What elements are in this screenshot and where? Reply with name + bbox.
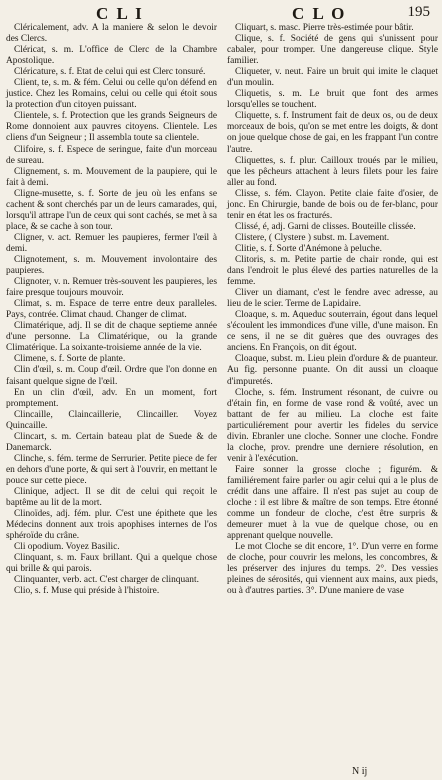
dictionary-entry: Clitoris, s. m. Petite partie de chair ronde, qui est dans l'endroit le plus élevé des parties naturelles de la femme. [227, 254, 438, 288]
dictionary-entry: Cléricat, s. m. L'office de Clerc de la Chambre Apostolique. [6, 45, 217, 67]
page-header [0, 4, 442, 22]
right-column [227, 23, 438, 597]
running-head-left: C L I [96, 4, 144, 23]
dictionary-entry: En un clin d'œil, adv. En un moment, fort promptement. [6, 387, 217, 409]
dictionary-entry: Clinche, s. fém. terme de Serrurier. Petite piece de fer en dehors d'une porte, & qui sert à l'ouvrir, en mettant le pouce sur cette piece. [6, 453, 218, 486]
dictionary-entry: Clignement, s. m. Mouvement de la paupiere, qui le fait à demi. [6, 166, 217, 188]
dictionary-entry: Le mot Cloche se dit encore, 1°. D'un verre en forme de cloche, pour couvrir les melons, les concombres, & les préserver des injures du temps. 2°. Des vessies pleines de sérosités, qui viennent aux mains, aux pieds, ou à d'autres parties. 3°. D'une maniere de vase [227, 542, 438, 597]
dictionary-entry: Clientele, s. f. Protection que les grands Seigneurs de Rome donnoient aux pauvres citoyens. Clientele. Les cliens d'un Seigneur ; Il assembla toute sa clientele. [6, 111, 217, 144]
dictionary-entry: Cliver un diamant, c'est le fendre avec adresse, au lieu de le scier. Terme de Lapidaire. [227, 288, 438, 310]
left-column [6, 23, 217, 597]
dictionary-entry: Clistere, ( Clystere ) subst. m. Lavement. [235, 232, 390, 243]
dictionary-entry: Faire sonner la grosse cloche ; figurém. & familiérement faire parler ou agir celui qui a le plus de crédit dans une affaire. Il n'est pas sujet au coup de cloche : il est libre & maître de son temps. Etre étonné comme un fondeur de cloche, c'est être surpris & demeurer muet à la vue de quelque chose, ou en apprenant quelque nouvelle. [227, 464, 438, 542]
dictionary-entry: Cligner, v. act. Remuer les paupieres, fermer l'œil à demi. [6, 232, 217, 254]
dictionary-entry: Cliqueter, v. neut. Faire un bruit qui imite le claquet d'un moulin. [227, 67, 438, 89]
dictionary-entry: Cligne-musette, s. f. Sorte de jeu où les enfans se cachent & sont cherchés par un de leurs camarades, qui, lorsqu'il attrape l'un de ceux qui sont cachés, se met à sa place, & se cache à son tour. [6, 188, 217, 232]
dictionary-entry: Clin d'œil, s. m. Coup d'œil. Ordre que l'on donne en faisant quelque signe de l'œil. [6, 365, 217, 387]
dictionary-entry: Clinique, adject. Il se dit de celui qui reçoit le baptême au lit de la mort. [6, 486, 217, 509]
dictionary-entry: Clincart, s. m. Certain bateau plat de Suede & de Danemarck. [6, 431, 217, 453]
dictionary-entry: Clissé, é, adj. Garni de clisses. Bouteille clissée. [235, 221, 416, 232]
dictionary-entry: Cliquetis, s. m. Le bruit que font des armes lorsqu'elles se touchent. [227, 89, 438, 111]
dictionary-entry: Client, te, s. m. & fém. Celui ou celle qu'on défend en justice. Chez les Romains, celui ou celle qui étoit sous la protection d'un citoyen puissant. [6, 78, 217, 111]
dictionary-entry: Clio, s. f. Muse qui préside à l'histoire. [14, 586, 160, 597]
dictionary-entry: Cloche, s. fém. Instrument résonant, de cuivre ou d'étain fin, en forme de vase rond & voûté, avec un battant de fer au milieu. La cloche est faite particuliérement pour avertir les fideles du service divin. Ebranler une cloche. Sonner une cloche. Fondre la cloche, prov. prendre une derniere résolution, en venir à l'exécution. [227, 387, 438, 464]
dictionary-entry: Cliquart, s. masc. Pierre très-estimée pour bâtir. [235, 23, 414, 33]
dictionary-entry: Clinquanter, verb. act. C'est charger de clinquant. [14, 575, 199, 586]
dictionary-entry: Cloaque, s. m. Aqueduc souterrain, égout dans lequel s'écoulent les immondices d'une ville, d'une maison. En ce sens, il ne se dit guères que des ouvrages des anciens. En François, on dit égout. [227, 310, 438, 354]
dictionary-entry: Climene, s. f. Sorte de plante. [14, 354, 126, 365]
dictionary-entry: Clifoire, s. f. Espece de seringue, faite d'un morceau de sureau. [6, 144, 217, 166]
dictionary-entry: Cliquette, s. f. Instrument fait de deux os, ou de deux morceaux de bois, qu'on se met entre les doigts, & dont on joue quelque chose de gai, en les frappant l'un contre l'autre. [227, 111, 438, 155]
dictionary-entry: Clitie, s. f. Sorte d'Anémone à peluche. [235, 243, 382, 254]
dictionary-entry: Cli opodium. Voyez Basilic. [14, 542, 120, 553]
dictionary-entry: Clique, s. f. Société de gens qui s'unissent pour cabaler, pour tromper. Une dangereuse clique. Style familier. [227, 34, 438, 67]
dictionary-entry: Clisse, s. fém. Clayon. Petite claie faite d'osier, de jonc. En Chirurgie, bande de bois ou de fer-blanc, pour tenir en état les os fracturés. [227, 188, 438, 221]
dictionary-entry: Clinoïdes, adj. fém. plur. C'est une épithete que les Médecins donnent aux trois apophises internes de l'os sphéroïde du crâne. [6, 509, 217, 542]
dictionary-entry: Cloaque, subst. m. Lieu plein d'ordure & de puanteur. Au fig. personne puante. On dit aussi un cloaque d'impuretés. [227, 354, 438, 387]
dictionary-entry: Climatérique, adj. Il se dit de chaque septieme année d'une personne. La Climatérique, ou la grande Climatérique. La soixante-troisieme année de la vie. [6, 321, 217, 354]
dictionary-entry: Cléricalement, adv. A la maniere & selon le devoir des Clercs. [6, 23, 217, 45]
page-number: 195 [407, 4, 430, 20]
running-head-right: C L O [292, 4, 347, 23]
dictionary-entry: Cliquettes, s. f. plur. Cailloux troués par le milieu, que les pêcheurs attachent à leurs filets pour les faire aller au fond. [227, 155, 438, 188]
dictionary-entry: Clincaille, Claincaillerie, Clincailler. Voyez Quincaille. [6, 409, 217, 431]
dictionary-entry: Cléricature, s. f. Etat de celui qui est Clerc tonsuré. [14, 67, 206, 78]
dictionary-entry: Clignoter, v. n. Remuer très-souvent les paupieres, les faire presque toujours mouvoir. [6, 277, 217, 299]
dictionary-entry: Climat, s. m. Espace de terre entre deux paralleles. Pays, contrée. Climat chaud. Changer de climat. [6, 299, 217, 321]
dictionary-entry: Clinquant, s. m. Faux brillant. Qui a quelque chose qui brille & qui parois. [6, 553, 217, 575]
dictionary-entry: Clignotement, s. m. Mouvement involontaire des paupieres. [6, 254, 217, 277]
signature-mark: N ij [352, 766, 368, 777]
